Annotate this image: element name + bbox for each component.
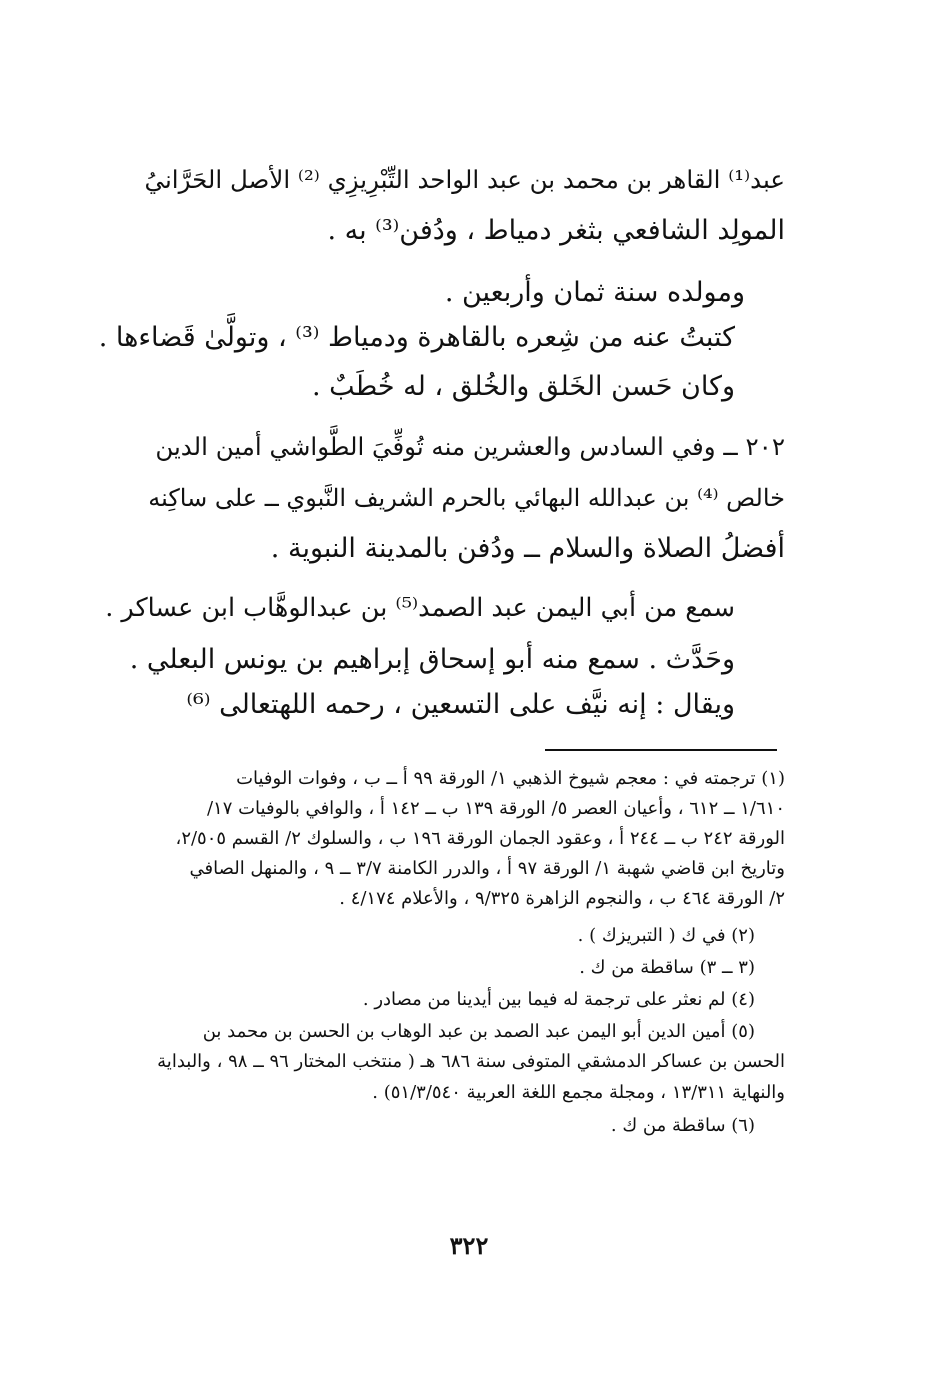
footnote-line-7: (٣ ــ ٣) ساقطة من ك . xyxy=(579,957,755,978)
footnote-divider xyxy=(545,749,777,751)
footnote-line-6: (٢) في ك ( التبريزك ) . xyxy=(577,925,755,946)
footnote-line-8: (٤) لم نعثر على ترجمة له فيما بين أيدينا من مصادر . xyxy=(362,989,755,1010)
body-line-11: ويقال : إنه نيَّف على التسعين ، رحمه اللهتعالى ⁽⁶⁾ xyxy=(186,689,735,720)
footnote-line-10: الحسن بن عساكر الدمشقي المتوفى سنة ٦٨٦ هـ ( منتخب المختار ٩٦ ــ ٩٨ ، والبداية xyxy=(157,1051,785,1072)
footnote-line-4: وتاريخ ابن قاضي شهبة ١/ الورقة ٩٧ أ ، والدرر الكامنة ٣/٧ ــ ٩ ، والمنهل الصافي xyxy=(189,858,785,879)
footnote-line-1: (١) ترجمته في : معجم شيوخ الذهبي ١/ الورقة ٩٩ أ ــ ب ، وفوات الوفيات xyxy=(236,768,785,789)
footnote-line-9: (٥) أمين الدين أبو اليمن عبد الصمد بن عبد الوهاب بن الحسن بن محمد بن xyxy=(202,1021,755,1042)
page-number: ٣٢٢ xyxy=(449,1231,489,1260)
body-line-4: كتبتُ عنه من شِعره بالقاهرة ودمياط ⁽³⁾ ، وتولَّىٰ قَضاءها . xyxy=(98,322,735,353)
body-line-1: عبد⁽¹⁾ القاهر بن محمد بن عبد الواحد التِّبْرِيزِي ⁽²⁾ الأصل الحَرَّانيُ xyxy=(144,165,785,194)
footnote-line-5: ٢/ الورقة ٤٦٤ ب ، والنجوم الزاهرة ٩/٣٢٥ ، والأعلام ٤/١٧٤ . xyxy=(339,888,785,909)
body-line-2: المولِد الشافعي بثغر دمياط ، ودُفن⁽³⁾ به . xyxy=(327,215,785,246)
footnote-line-12: (٦) ساقطة من ك . xyxy=(610,1115,755,1136)
body-line-8: أفضلُ الصلاة والسلام ــ ودُفن بالمدينة النبوية . xyxy=(270,533,785,564)
footnote-line-11: والنهاية ١٣/٣١١ ، ومجلة مجمع اللغة العربية ٥١/٣/٥٤٠) . xyxy=(372,1082,785,1103)
body-line-9: سمع من أبي اليمن عبد الصمد⁽⁵⁾ بن عبدالوهَّاب ابن عساكر . xyxy=(105,593,735,623)
body-line-7: خالص ⁽⁴⁾ بن عبدالله البهائي بالحرم الشريف النَّبوي ــ على ساكِنه xyxy=(148,484,785,512)
body-line-3: ومولده سنة ثمان وأربعين . xyxy=(444,277,745,308)
body-line-5: وكان حَسن الخَلق والخُلق ، له خُطَبٌ . xyxy=(312,371,735,402)
footnote-line-2: ١/٦١٠ ــ ٦١٢ ، وأعيان العصر ٥/ الورقة ١٣٩ ب ــ ١٤٢ أ ، والوافي بالوفيات ١٧/ xyxy=(206,798,785,819)
entry-202-heading-line: ٢٠٢ ــ وفي السادس والعشرين منه تُوفِّيَ الطَّواشي أمين الدين xyxy=(155,432,785,461)
footnote-line-3: الورقة ٢٤٢ ب ــ ٢٤٤ أ ، وعقود الجمان الورقة ١٩٦ ب ، والسلوك ٢/ القسم ٢/٥٠٥، xyxy=(175,828,785,849)
body-line-10: وحَدَّث . سمع منه أبو إسحاق إبراهيم بن يونس البعلي . xyxy=(129,644,735,675)
